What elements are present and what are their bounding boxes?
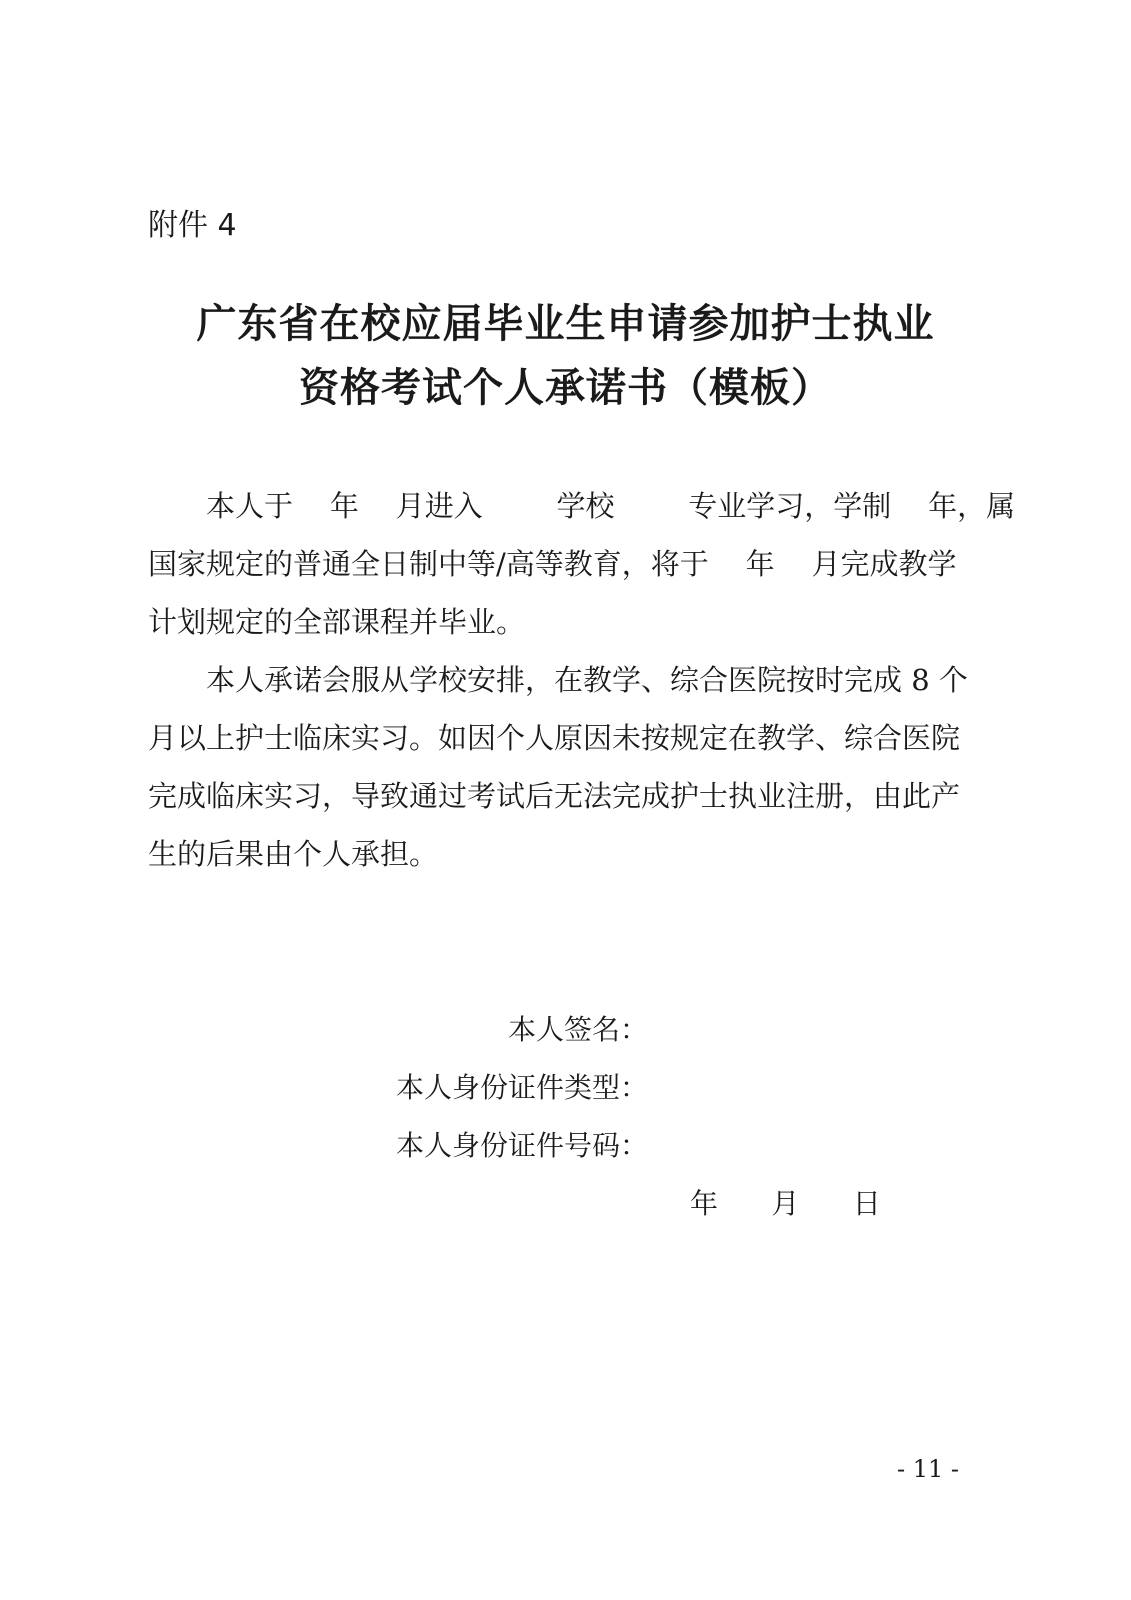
paragraph-line: 月以上护士临床实习。如因个人原因未按规定在教学、综合医院 (148, 721, 961, 755)
id-number-label: 本人身份证件号码： (396, 1129, 649, 1162)
signature-name-label: 本人签名： (508, 1013, 649, 1046)
attachment-label: 附件 4 (148, 208, 237, 243)
paragraph-line: 本人于 年 月进入 学校 专业学习，学制 年，属 (206, 489, 1016, 523)
paragraph-line: 生的后果由个人承担。 (148, 837, 439, 871)
document-title-line-2: 资格考试个人承诺书（模板） (299, 365, 832, 411)
id-type-label: 本人身份证件类型： (396, 1071, 649, 1104)
document-title-line-1: 广东省在校应届毕业生申请参加护士执业 (196, 301, 935, 347)
date-line: 年 月 日 (690, 1187, 881, 1220)
paragraph-line: 本人承诺会服从学校安排，在教学、综合医院按时完成 8 个 (206, 663, 968, 697)
page-number: - 11 - (896, 1455, 959, 1483)
paragraph-line: 国家规定的普通全日制中等/高等教育，将于 年 月完成教学 (148, 547, 957, 581)
paragraph-line: 计划规定的全部课程并毕业。 (148, 605, 526, 639)
paragraph-line: 完成临床实习，导致通过考试后无法完成护士执业注册，由此产 (148, 779, 961, 813)
